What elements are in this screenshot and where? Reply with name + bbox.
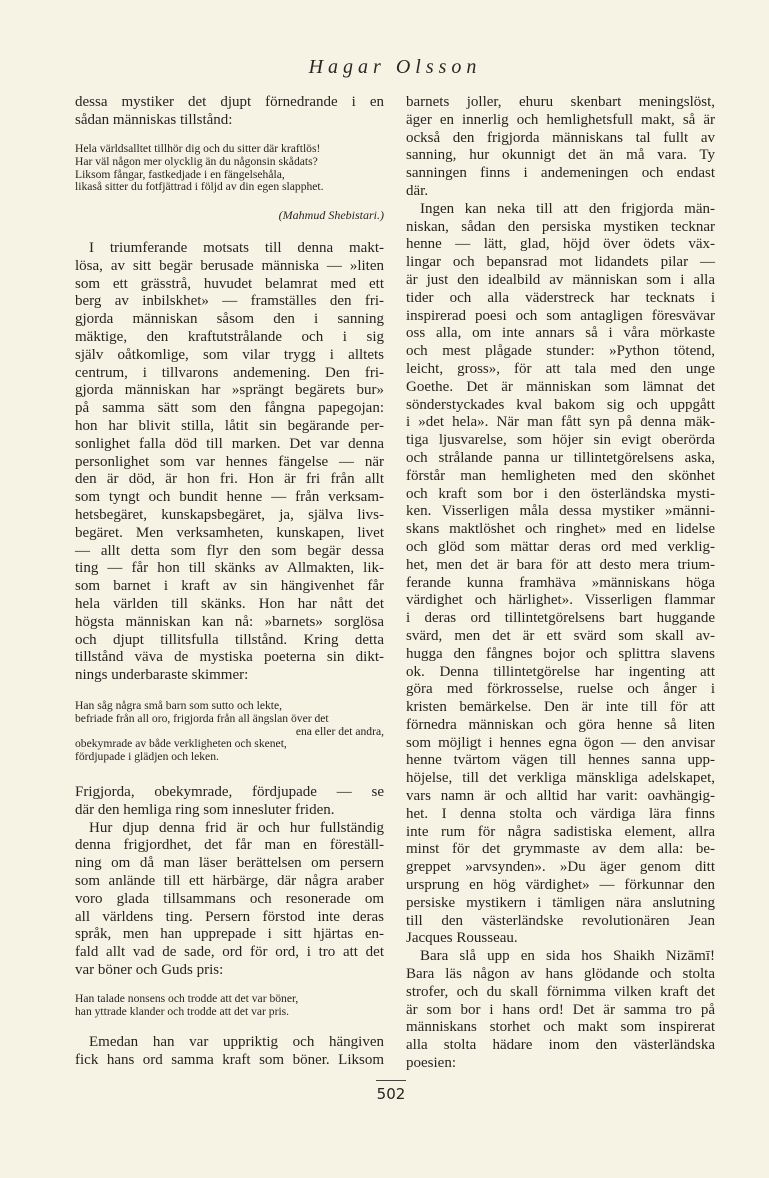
text-line: all världens ting. Persern förstod inte deras	[75, 908, 384, 925]
poem-quote	[75, 143, 384, 194]
text-line: göra med förkrosselse, ruelse och ånger i	[406, 681, 715, 698]
text-line: Han såg några små barn som sutto och lekte,	[75, 699, 283, 712]
text-line: höjelse, till det verkliga mänskliga adelskapet,	[406, 770, 715, 787]
text-line: oss alla, om inte annars så i våra mörkaste	[406, 325, 715, 342]
text-line: är just den idealbild av människan som i alla	[406, 271, 715, 288]
paragraph	[75, 784, 384, 820]
text-line: befriade från all oro, frigjorda från all ängslan över det	[75, 711, 329, 725]
text-line: gjorda människan har »sprängt begärets bur»	[75, 382, 384, 399]
text-line: som tyngt och bundit henne — från verksam-	[75, 489, 384, 506]
text-line: den är död, är hon fri. Hon är fri från allt	[75, 471, 384, 488]
text-line: leicht, gross», för att tala med den unge	[406, 360, 715, 377]
text-line: hetsbegäret, kunskapsbegäret, ja, själva livs-	[75, 506, 384, 523]
text-line: dessa mystiker det djupt förnedrande i en	[75, 94, 384, 110]
text-line: obekymrade av både verkligheten och skenet,	[75, 737, 287, 751]
text-line: fick hans ord samma kraft som böner. Liksom	[75, 1051, 384, 1068]
text-line: tider och alla väderstreck har tecknats i	[406, 289, 715, 306]
text-line: människans storhet och makt som inspirerat	[406, 1019, 715, 1036]
text-line: persiske mystikern i tämligen nära anslutning	[406, 894, 715, 911]
text-line: Har väl någon mer olycklig än du någonsin skådats?	[75, 154, 318, 168]
text-line: ken. Visserligen måla dessa mystiker »männi-	[406, 503, 715, 520]
text-line: lösa, av sitt begär berusade människa — »liten	[75, 257, 384, 274]
text-line: poesien:	[406, 1055, 456, 1072]
text-line: sonlighet falla död till marken. Det var denna	[75, 435, 384, 452]
text-line: lingar och bepansrad mot lidandets pilar —	[406, 254, 715, 271]
text-line: som ett grässtrå, huvudet belamrat med ett	[75, 275, 384, 292]
paragraph	[75, 1034, 384, 1070]
text-line: Liksom fångar, fastkedjade i en fängelsehåla,	[75, 167, 285, 181]
text-line: voro glada tillsammans och resonerade om	[75, 890, 384, 907]
text-line: hela världen till skänks. Hon har nått det	[75, 595, 384, 612]
text-line: strofer, och du skall förnimma vilken kraft det	[406, 983, 715, 1000]
page-number-rule	[376, 1080, 406, 1081]
text-line: centrum, i tillvarons andemening. Den fri-	[75, 364, 384, 381]
text-line: Hela världsalltet tillhör dig och du sitter där kraftlös!	[75, 142, 321, 155]
text-line: äger en innerlig och hemlighetsfull makt, så är	[406, 111, 715, 128]
text-line: begäret. Men verksamheten, kunskapen, livet	[75, 524, 384, 541]
text-line: där den hemliga ring som innesluter friden.	[75, 801, 335, 818]
text-line: Bara läs någon av hans glödande och stolta	[406, 966, 715, 983]
paragraph	[75, 820, 384, 980]
poem-attribution: (Mahmud Shebistari.)	[278, 208, 384, 222]
text-line: ning om då man läser berättelsen om persern	[75, 855, 384, 872]
text-line: denna frigjordhet, det får man en föreställ-	[75, 837, 384, 854]
text-line: han yttrade klander och trodde att det var pris.	[75, 1004, 290, 1018]
paragraph	[75, 94, 384, 130]
text-line: på samma sätt som den fångna papegojan:	[75, 400, 384, 417]
text-line: svärd, men det är ett svärd som skall av-	[406, 627, 715, 644]
text-line: likaså sitter du fotfjättrad i följd av din egen slapphet.	[75, 180, 324, 194]
text-line: mäktige, den kraftutstrålande och i sig	[75, 328, 384, 345]
text-line: alla stolta hädare inom den västerländska	[406, 1037, 715, 1054]
text-line: vars namn är och alltid har varit: oavhängig-	[406, 788, 715, 805]
text-line: högsta människan kan nå: »barnets» sorglösa	[75, 613, 384, 630]
right-column	[406, 94, 715, 1073]
text-line: tillstånd väva de mystiska poeterna sin dikt-	[75, 649, 384, 666]
text-line: Jacques Rousseau.	[406, 930, 518, 947]
text-line: också den frigjorda människans tal fullt av	[406, 129, 715, 146]
text-line: ting — får hon till skänks av Allmakten, lik-	[75, 560, 384, 577]
text-line: och glöd som mättar deras ord med verklig-	[406, 538, 715, 555]
text-line: förnedra människan och göra henne så liten	[406, 716, 715, 733]
text-line: gjorda människan såsom den i sanning	[75, 311, 384, 328]
text-line: som barnet i kraft av sin hängivenhet får	[75, 578, 384, 595]
text-line: personlighet som var hennes fängelse — när	[75, 453, 384, 470]
text-line: där.	[406, 182, 429, 199]
text-line: greppet »arvsynden». »Du äger genom ditt	[406, 859, 715, 876]
poem-quote	[75, 993, 384, 1019]
text-line: henne tvärtom vägen till hennes sanna upp-	[406, 752, 715, 769]
text-line: som anlände till ett härbärge, där några araber	[75, 872, 384, 889]
text-line: Hur djup denna frid är och hur fullständig	[89, 819, 384, 836]
text-line: och kraft som bor i den österländska mysti-	[406, 485, 715, 502]
text-line: skans maktlöshet och ringhet» med en lidelse	[406, 521, 715, 538]
text-line: niskan, sådan den persiska mystiken tecknar	[406, 218, 715, 235]
text-line: språk, men han upprepade i sitt hjärtas en-	[75, 926, 384, 943]
text-line: minst för det grymmaste av dem alla: be-	[406, 841, 715, 858]
text-line: i »det hela». När man fått syn på denna mäk-	[406, 414, 715, 431]
text-line: fördjupade i glädjen och leken.	[75, 750, 219, 764]
text-line: och strålande panna ur tillintetgörelsens aska,	[406, 449, 715, 466]
text-line: — allt detta som flyr den som begär dessa	[75, 542, 384, 559]
text-line: Emedan han var uppriktig och hängiven	[89, 1034, 384, 1050]
text-line: hugga den fångnes bojor och splittra slavens	[406, 645, 715, 662]
page-number: 502	[376, 1085, 406, 1103]
text-line: själv oåtkomlige, som vilar trygg i alltets	[75, 346, 384, 363]
text-line: sanning, hur okunnigt det än må vara. Ty	[406, 147, 715, 164]
text-line: nings underbaraste skimmer:	[75, 667, 249, 684]
text-line: sådan människas tillstånd:	[75, 111, 233, 128]
text-line: och djupt tillitsfulla tillstånd. Kring detta	[75, 631, 384, 648]
text-line: värdighet och härlighet». Visserligen flammar	[406, 592, 715, 609]
text-line: till den västerländske revolutionären Jean	[406, 912, 715, 929]
paragraph	[406, 201, 715, 948]
poem-quote	[75, 700, 384, 764]
text-line: ferande kunna framhäva »människans höga	[406, 574, 715, 591]
text-line: het. I denna stolta och värdiga lära finns	[406, 805, 715, 822]
text-line: Ingen kan neka till att den frigjorda män-	[420, 200, 715, 217]
text-line: kristen bemärkelse. Den är inte till för att	[406, 699, 715, 716]
text-line: inte rum för några sadistiska element, allra	[406, 823, 715, 840]
text-line: hon har blivit stilla, låtit sin begärande per-	[75, 417, 384, 434]
paragraph	[75, 240, 384, 685]
text-line: är som bor i hans ord! Det är samma tro på	[406, 1001, 715, 1018]
text-line: ok. Denna tillintetgörelse har ingenting att	[406, 663, 715, 680]
text-line: I triumferande motsats till denna makt-	[89, 240, 384, 256]
paragraph-group	[75, 784, 384, 980]
text-line: sanningen finns i andemeningen och endast	[406, 165, 715, 182]
running-header: Hagar Olsson	[308, 56, 482, 78]
text-line: ena eller det andra,	[295, 724, 384, 738]
text-line: förstår man hemligheten med den skönhet	[406, 467, 715, 484]
text-line: tiga ljusvarelse, som höjer sin evigt oberörda	[406, 432, 715, 449]
text-line: fald allt vad de sade, ord för ord, i tro att det	[75, 944, 384, 961]
text-line: Goethe. Det är människan som lämnat det	[406, 378, 715, 395]
paragraph	[406, 948, 715, 1073]
text-line: inspirerad poesi och som antagligen föresvävar	[406, 307, 715, 324]
text-line: i deras ord tillintetgörelsens bart huggande	[406, 610, 715, 627]
text-line: var böner och Guds pris:	[75, 961, 224, 978]
text-line: ursprung en hög värdighet» — förkunnar den	[406, 877, 715, 894]
text-line: Frigjorda, obekymrade, fördjupade — se	[75, 784, 384, 800]
text-line: Han talade nonsens och trodde att det var böner,	[75, 992, 299, 1005]
text-line: sönderstyckades kval bakom sig och uppgått	[406, 396, 715, 413]
paragraph	[406, 94, 715, 201]
text-line: som möjligt i hennes egna ögon — den anvisar	[406, 734, 715, 751]
text-line: och mest plågade stunder: »Python tötend,	[406, 343, 715, 360]
text-line: henne — lätt, glad, höjd över ödets väx-	[406, 236, 715, 253]
text-line: berg av inbilskhet» — framställes den fri-	[75, 293, 384, 310]
text-line: barnets joller, ehuru skenbart meningslöst,	[406, 94, 715, 110]
text-line: Bara slå upp en sida hos Shaikh Nizāmī!	[420, 948, 715, 965]
text-line: het, men det är bara för att desto mera trium-	[406, 556, 715, 573]
